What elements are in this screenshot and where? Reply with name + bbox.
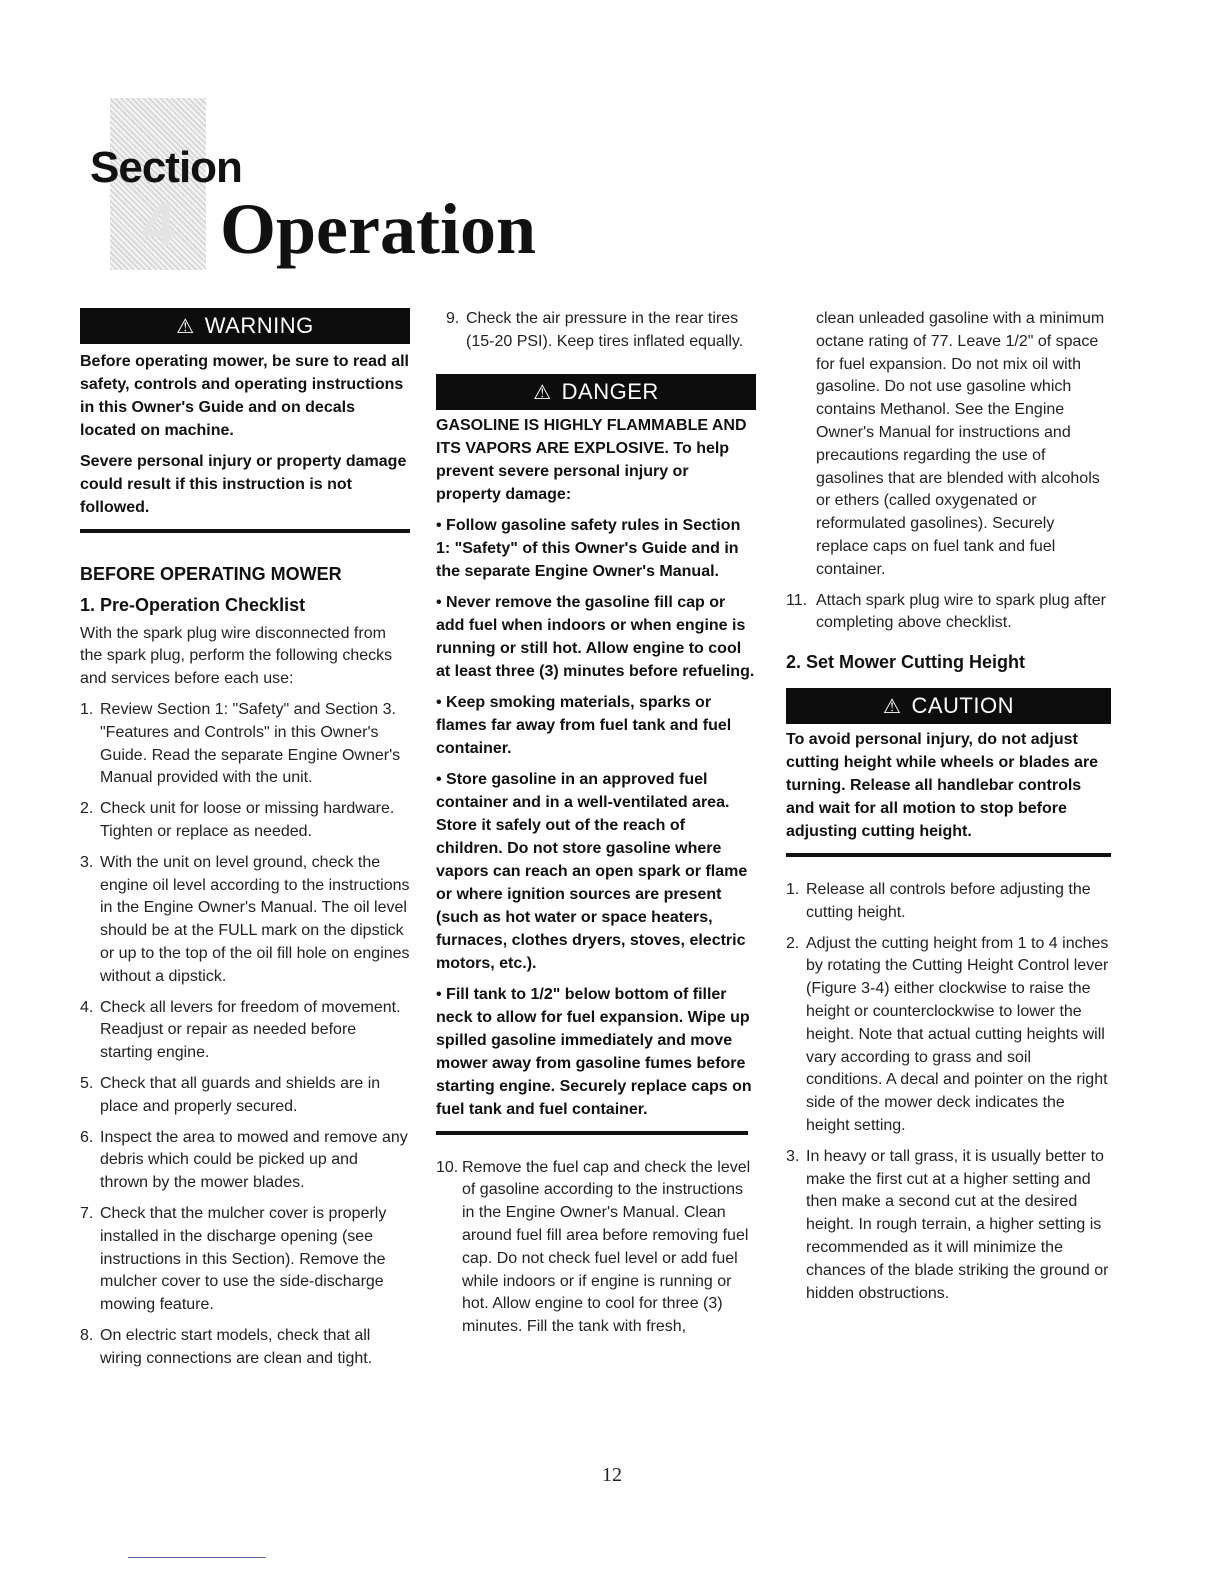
list-item: 7. Check that the mulcher cover is properly installed in the discharge opening (see instructions in this Section). Remove the mulcher cover to use the side-discharge mowing feature. [80,1204,387,1314]
danger-banner [436,374,756,410]
danger-paragraph-3: • Never remove the gasoline fill cap or add fuel when indoors or when engine is running or still hot. Allow engine to cool at least three (3) minutes before refueling. [436,593,755,680]
section-header [0,0,1224,290]
cutting-height-heading: 2. Set Mower Cutting Height [786,652,1026,673]
danger-paragraph-1: GASOLINE IS HIGHLY FLAMMABLE AND ITS VAPORS ARE EXPLOSIVE. To help prevent severe personal injury or property damage: [436,416,747,503]
warning-text [80,350,410,519]
caution-text [786,728,1111,843]
caution-label: CAUTION [911,692,1014,718]
list-item: 10. Remove the fuel cap and check the level of gasoline according to the instructions in the Engine Owner's Manual. Clean around fuel fill area before removing fuel cap. Do not check fuel level or add fuel while indoors or if engine is running or hot. Allow engine to cool for three (3) minutes. Fill the tank with fresh, [436,1158,751,1336]
danger-triangle-icon: ⚠ [533,381,552,404]
warning-banner [80,308,410,344]
list-item: 1. Review Section 1: "Safety" and Section 3. "Features and Controls" in this Owner's Guide. Read the separate Engine Owner's Manual provided with the unit. [80,700,401,787]
page-title: Operation [220,189,536,269]
warning-triangle-icon: ⚠ [176,316,195,338]
list-item: 3. With the unit on level ground, check the engine oil level according to the instructions in the Engine Owner's Manual. The oil level should be at the FULL mark on the dipstick or up to the top of the oil fill hole on engines without a dipstick. [80,853,410,985]
list-item: 2. Adjust the cutting height from 1 to 4 inches by rotating the Cutting Height Control lever (Figure 3-4) either clockwise to raise the height or counterclockwise to lower the height. Note that actual cutting heights will vary according to grass and soil conditions. A decal and pointer on the right side of the mower deck indicates the height setting. [786,934,1109,1134]
checklist-intro: With the spark plug wire disconnected from the spark plug, perform the following checks and services before each use: [80,624,393,688]
column-middle [436,308,756,1347]
page-number: 12 [602,1464,622,1486]
column-right [786,308,1111,1313]
danger-text [436,414,756,1121]
list-item: 3. In heavy or tall grass, it is usually better to make the first cut at a higher setting and then make a second cut at the desired height. In rough terrain, a higher setting is recommended as it will minimize the chances of the blade striking the ground or hidden obstructions. [786,1147,1109,1302]
danger-paragraph-6: • Fill tank to 1/2" below bottom of filler neck to allow for fuel expansion. Wipe up spilled gasoline immediately and move mower away from gasoline fumes before starting engine. Securely replace caps on fuel tank and fuel container. [436,985,752,1118]
list-item: 1. Release all controls before adjusting the cutting height. [786,880,1091,921]
warning-label: WARNING [204,313,314,338]
danger-paragraph-5: • Store gasoline in an approved fuel container and in a well-ventilated area. Store it safely out of the reach of children. Do not store gasoline where vapors can reach an open spark or flame or where ignition sources are present (such as hot water or space heaters, furnaces, clothes dryers, stoves, electric motors, etc.). [436,770,748,972]
warning-paragraph-1: Before operating mower, be sure to read all safety, controls and operating instructions in this Owner's Guide and on decals located on machine. [80,353,409,439]
list-item: 2. Check unit for loose or missing hardware. Tighten or replace as needed. [80,800,395,840]
section-heading: BEFORE OPERATING MOWER [80,564,342,584]
caution-rule [786,853,1111,857]
list-item: 8. On electric start models, check that all wiring connections are clean and tight. [80,1326,373,1367]
warning-rule [80,529,410,533]
list-item: 9. Check the air pressure in the rear tires (15-20 PSI). Keep tires inflated equally. [446,310,744,350]
caution-triangle-icon: ⚠ [883,695,902,718]
danger-label: DANGER [561,378,659,404]
list-item: 4. Check all levers for freedom of movement. Readjust or repair as needed before starting engine. [80,998,401,1062]
checklist-heading: 1. Pre-Operation Checklist [80,594,306,615]
footer-rule [128,1557,266,1558]
list-item: 6. Inspect the area to mowed and remove any debris which could be picked up and thrown by the mower blades. [80,1128,408,1192]
section-label: Section [90,143,242,192]
section-number: 4 [142,191,176,258]
danger-rule [436,1131,748,1135]
caution-banner [786,688,1111,724]
danger-paragraph-2: • Follow gasoline safety rules in Section 1: "Safety" of this Owner's Guide and in the separate Engine Owner's Manual. [436,516,741,580]
danger-paragraph-4: • Keep smoking materials, sparks or flames far away from fuel tank and fuel container. [436,693,732,757]
warning-paragraph-2: Severe personal injury or property damage could result if this instruction is not followed. [80,453,407,516]
fuel-continuation: clean unleaded gasoline with a minimum octane rating of 77. Leave 1/2" of space for fuel expansion. Do not mix oil with gasoline. Do not use gasoline which contains Methanol. See the Engine Owner's Manual for instructions and precautions regarding the use of gasolines that are blended with alcohols or ethers (called oxygenated or reformulated gasolines). Securely replace caps on fuel tank and fuel container. [816,310,1105,578]
list-item: 5. Check that all guards and shields are in place and properly secured. [80,1074,381,1115]
list-item: 11. Attach spark plug wire to spark plug after completing above checklist. [786,591,1106,632]
column-left [80,308,410,1379]
caution-paragraph: To avoid personal injury, do not adjust cutting height while wheels or blades are turning. Release all handlebar controls and wait for all motion to stop before adjusting cutting height. [786,730,1099,840]
